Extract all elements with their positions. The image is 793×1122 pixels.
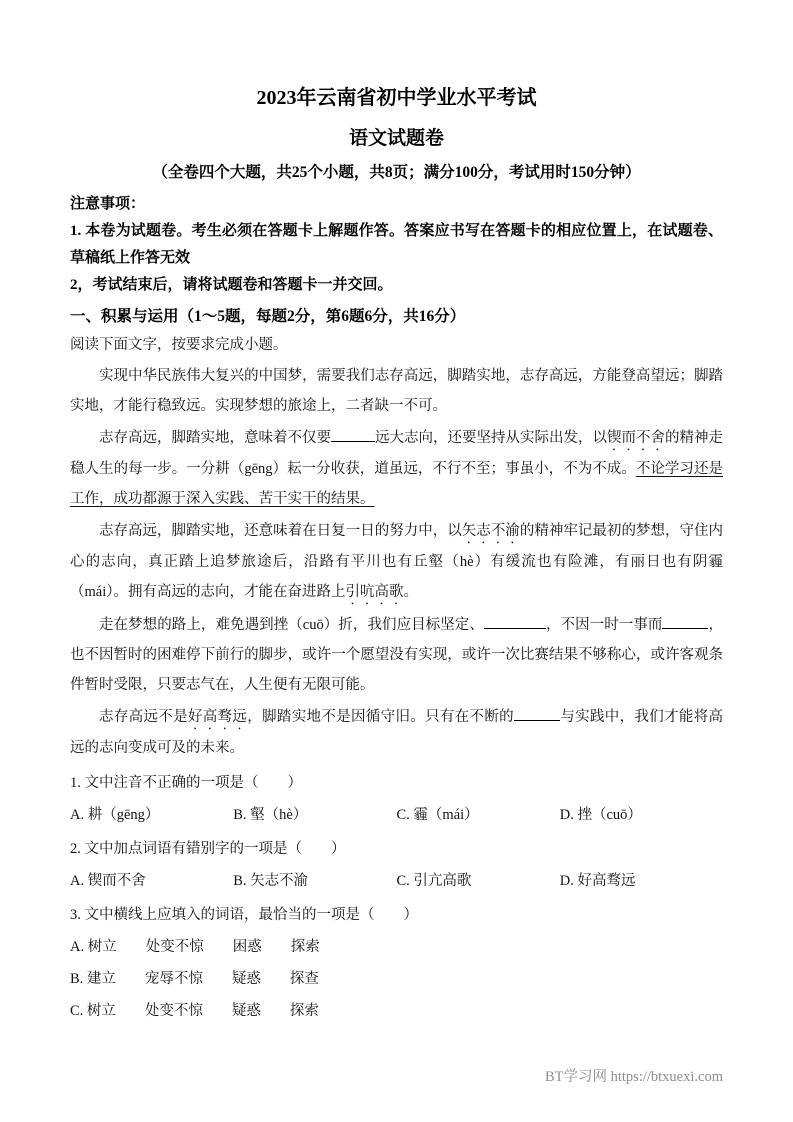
question xyxy=(70,767,723,831)
question xyxy=(70,899,723,1027)
passage-paragraph xyxy=(70,423,723,514)
question-option: C. 霾（mái） xyxy=(396,807,479,823)
passage-text: 实现中华民族伟大复兴的中国梦，需要我们志存高远，脚踏实地，志存高远，方能登高望远；脚踏实地，才能行稳致远。实现梦想的旅途上，二者缺一不可。 xyxy=(70,368,723,414)
question-options xyxy=(70,799,723,831)
fill-in-blank xyxy=(662,615,708,629)
passage-text: 远大志向，还要坚持从实际出发，以 xyxy=(375,430,607,446)
passage-text: 的精神牢记最初的梦想，守住内心的志向，真正踏上追梦旅途后，沿路有平川也有丘壑（hè）有缓流也有险滩，有丽日也有阴霾（mái）。拥有高远的志向，才能在奋进路上 xyxy=(70,523,724,600)
question-option: C. 树立 处变不惊 疑惑 探索 xyxy=(70,1003,319,1019)
question-option: B. 建立 宠辱不惊 疑惑 探查 xyxy=(70,971,319,987)
passage-text: 志存高远，脚踏实地，还意味着在日复一日的努力中，以 xyxy=(99,523,462,539)
passage-text: 。 xyxy=(403,584,418,600)
passage-text: 走在梦想的路上，难免遇到挫（cuō）折，我们应目标坚定、 xyxy=(99,617,484,633)
question-option: A. 耕（gēng） xyxy=(70,807,160,823)
question-option: A. 树立 处变不惊 困惑 探索 xyxy=(70,939,320,955)
passage-text: ，不因一时一事而 xyxy=(545,617,663,633)
passage xyxy=(70,361,723,763)
footer-text: BT学习网 https://btxuexi.com xyxy=(544,1069,723,1085)
fill-in-blank xyxy=(484,615,546,629)
question-options xyxy=(70,931,723,1027)
exam-info-line: （全卷四个大题，共25个小题，共8页；满分100分，考试用时150分钟） xyxy=(152,164,641,181)
passage-text: 志存高远不是 xyxy=(99,709,188,725)
passage-paragraph xyxy=(70,702,723,763)
passage-text: ，也不因暂时的困难停下前行的脚步，或许一个愿望没有实现，或许一次比赛结果不够称心，或许客观条件暂时受限，只要志气在，人生便有无限可能。 xyxy=(70,617,724,693)
exam-title: 2023年云南省初中学业水平考试 xyxy=(256,87,537,109)
question-option: B. 矢志不渝 xyxy=(233,873,309,889)
passage-text: 不论学习还是工作，成功都源于深入实践、苦干实干的结果。 xyxy=(70,461,723,507)
question-stem: 1. 文中注音不正确的一项是（ ） xyxy=(70,775,302,791)
passage-text: 与实践中，我们才能将高远的志向变成可及的未来。 xyxy=(70,709,724,756)
passage-text: 的精神走稳人生的每一步。一分耕（gēng）耘一分收获，道虽远，不行不至；事虽小，不为不成。 xyxy=(70,430,723,477)
exam-subtitle: 语文试题卷 xyxy=(348,128,444,149)
questions xyxy=(70,767,723,1027)
question-stem: 2. 文中加点词语有错别字的一项是（ ） xyxy=(70,841,346,857)
fill-in-blank xyxy=(514,707,560,721)
notice-heading: 注意事项： xyxy=(70,196,146,212)
section-heading: 一、积累与运用（1～5题，每题2分，第6题6分，共16分） xyxy=(70,308,466,325)
notice-item-1: 1. 本卷为试题卷。考生必须在答题卡上解题作答。答案应书写在答题卡的相应位置上，在试题卷、草稿纸上作答无效 xyxy=(70,223,723,266)
question-stem: 3. 文中横线上应填入的词语，最恰当的一项是（ ） xyxy=(70,907,418,923)
passage-text: 矢志不渝 xyxy=(461,523,520,539)
passage-text: 引吭高歌 xyxy=(345,584,404,600)
passage-text: 好高骛远 xyxy=(187,709,248,725)
question xyxy=(70,833,723,897)
question-option: D. 挫（cuō） xyxy=(559,807,642,823)
question-option: C. 引亢高歌 xyxy=(396,873,472,889)
passage-text: 志存高远，脚踏实地，意味着不仅要 xyxy=(99,430,331,446)
footer-watermark xyxy=(545,1068,723,1086)
question-option: B. 壑（hè） xyxy=(233,807,308,823)
question-option: D. 好高骛远 xyxy=(559,873,636,889)
fill-in-blank xyxy=(331,428,375,442)
passage-paragraph xyxy=(70,610,723,700)
question-options xyxy=(70,865,723,897)
passage-paragraph xyxy=(70,361,723,421)
notice-item-2: 2，考试结束后，请将试题卷和答题卡一并交回。 xyxy=(70,277,393,293)
question-option: A. 锲而不舍 xyxy=(70,873,146,889)
passage-paragraph xyxy=(70,516,723,608)
passage-text: 锲而不舍 xyxy=(607,430,665,446)
passage-text: ，脚踏实地不是因循守旧。只有在不断的 xyxy=(247,709,515,725)
reading-prompt: 阅读下面文字，按要求完成小题。 xyxy=(70,337,288,353)
